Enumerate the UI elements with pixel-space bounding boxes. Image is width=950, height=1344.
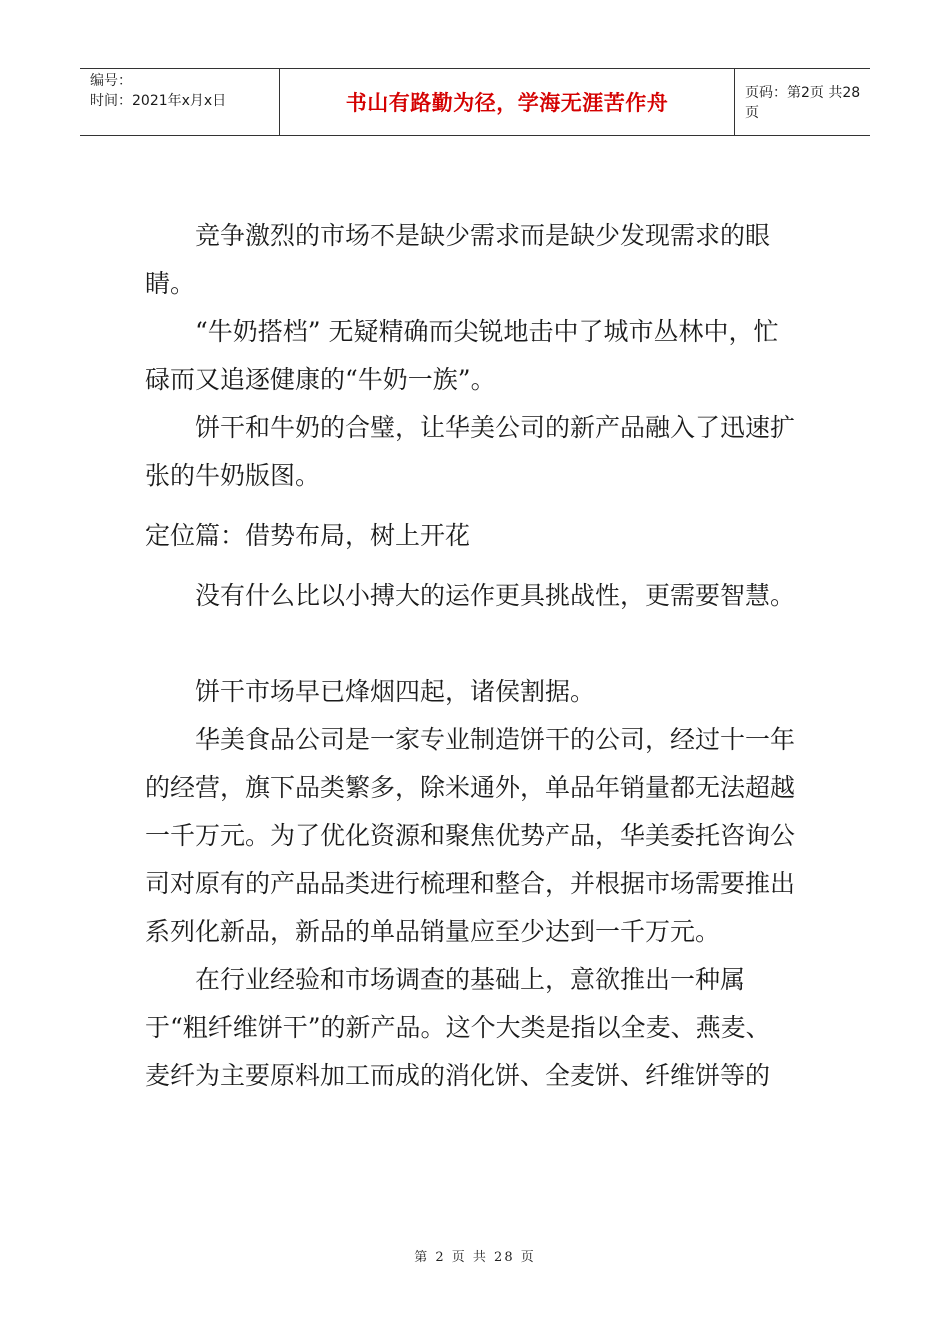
document-number-label: 编号： [90, 73, 132, 89]
header-meta [80, 69, 280, 135]
paragraph: 华美食品公司是一家专业制造饼干的公司，经过十一年的经营，旗下品类繁多，除米通外，单品年销量都无法超越一千万元。为了优化资源和聚焦优势产品，华美委托咨询公司对原有的产品品类进行梳理和整合，并根据市场需要推出系列化新品，新品的单品销量应至少达到一千万元。 [145, 725, 796, 946]
paragraph: 竞争激烈的市场不是缺少需求而是缺少发现需求的眼睛。 [145, 221, 771, 298]
paragraph: 饼干和牛奶的合璧，让华美公司的新产品融入了迅速扩张的牛奶版图。 [145, 413, 796, 490]
header-motto: 书山有路勤为径，学海无涯苦作舟 [280, 69, 735, 135]
paragraph: “牛奶搭档” 无疑精确而尖锐地击中了城市丛林中，忙碌而又追逐健康的“牛奶一族”。 [145, 317, 779, 394]
paragraph: 在行业经验和市场调查的基础上，意欲推出一种属于“粗纤维饼干”的新产品。这个大类是指以全麦、燕麦、麦纤为主要原料加工而成的消化饼、全麦饼、纤维饼等的 [145, 965, 771, 1090]
document-body [145, 212, 795, 1100]
page-header [80, 68, 870, 136]
paragraph: 没有什么比以小搏大的运作更具挑战性，更需要智慧。 [195, 581, 796, 610]
header-page-info: 页码：第2页 共28页 [745, 85, 861, 121]
page-footer: 第 2 页 共 28 页 [414, 1250, 536, 1265]
section-heading: 定位篇：借势布局，树上开花 [145, 521, 471, 550]
paragraph: 饼干市场早已烽烟四起，诸侯割据。 [195, 677, 596, 706]
document-time-label: 时间：2021年x月x日 [90, 93, 227, 109]
